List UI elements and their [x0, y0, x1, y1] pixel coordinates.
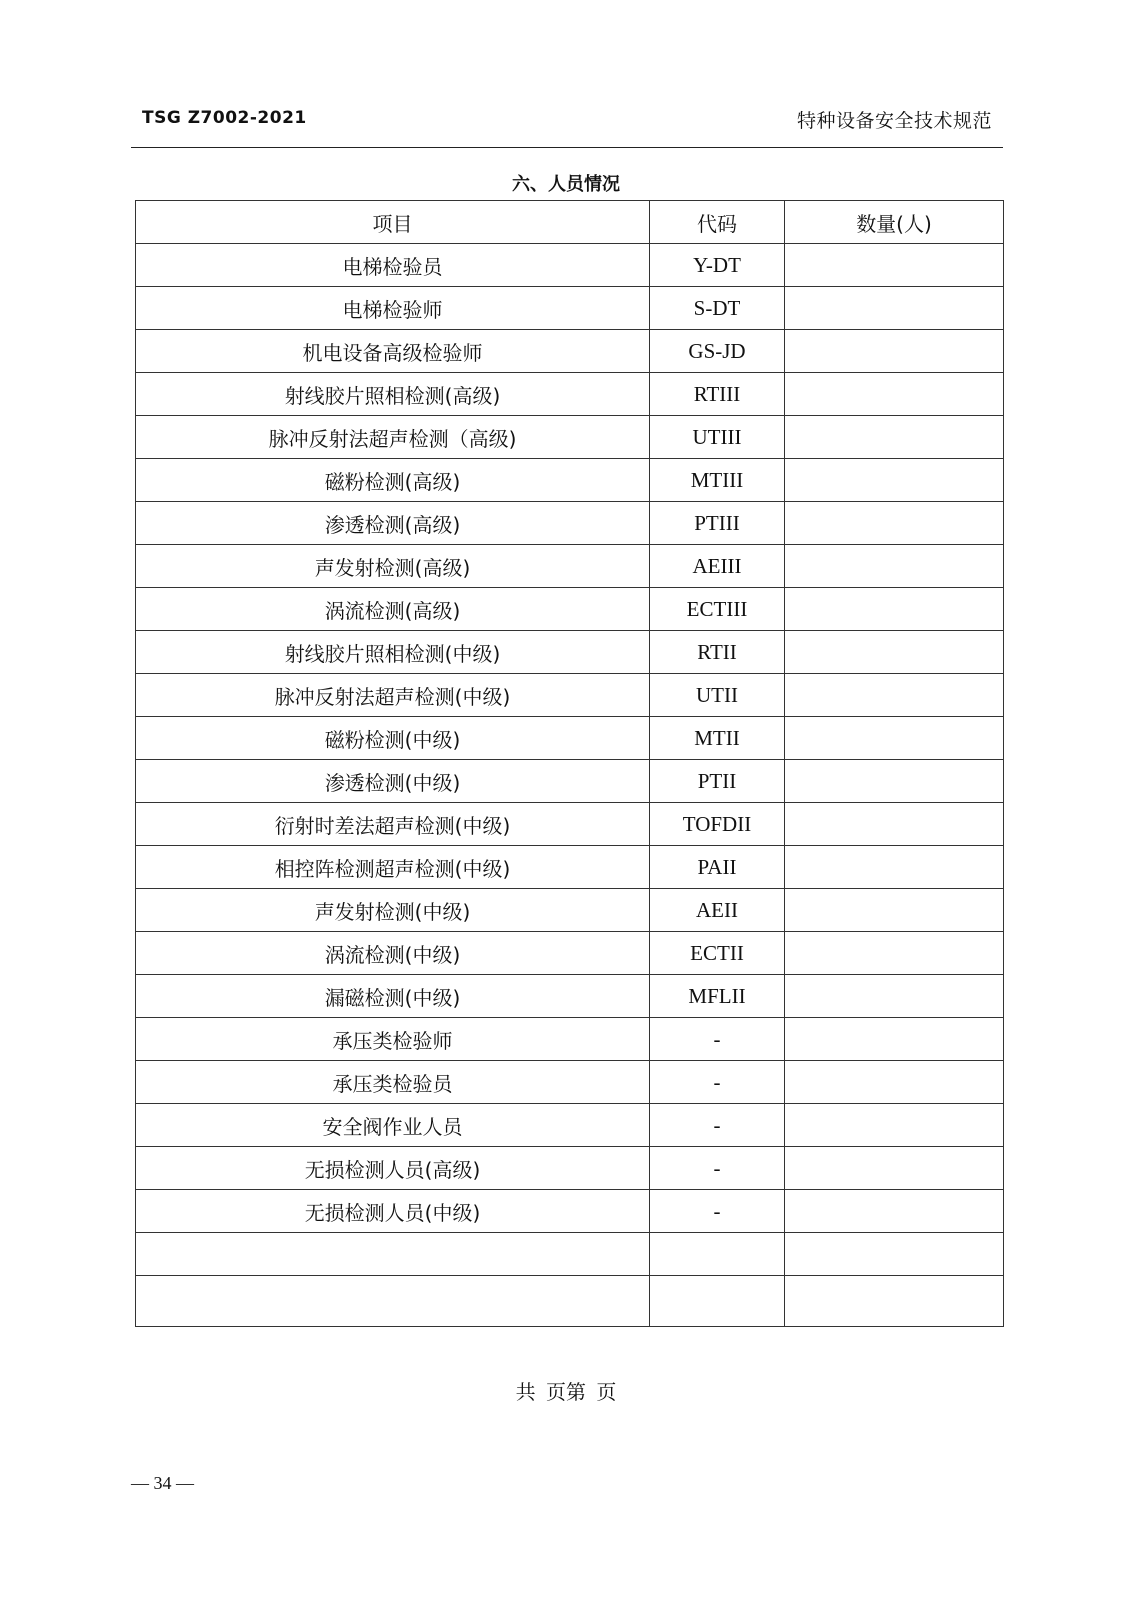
- table-row: [136, 1061, 1004, 1104]
- count-cell[interactable]: [785, 975, 1004, 1018]
- count-cell[interactable]: [785, 502, 1004, 545]
- table-row: [136, 1190, 1004, 1233]
- table-row: [136, 330, 1004, 373]
- item-cell: 声发射检测(高级): [136, 545, 650, 588]
- count-cell[interactable]: [785, 889, 1004, 932]
- page-count-line: 共 页第 页: [515, 1380, 617, 1404]
- count-cell[interactable]: [785, 416, 1004, 459]
- table-row: [136, 631, 1004, 674]
- table-row: [136, 244, 1004, 287]
- table-row: [136, 674, 1004, 717]
- count-cell[interactable]: [785, 1018, 1004, 1061]
- code-cell: -: [650, 1104, 785, 1147]
- count-cell[interactable]: [785, 717, 1004, 760]
- item-cell: 脉冲反射法超声检测(中级): [136, 674, 650, 717]
- item-cell: 电梯检验员: [136, 244, 650, 287]
- code-cell: PTIII: [650, 502, 785, 545]
- table-row: [136, 287, 1004, 330]
- column-header-item: 项目: [136, 201, 650, 244]
- table-row: [136, 416, 1004, 459]
- count-cell[interactable]: [785, 803, 1004, 846]
- header-divider: [131, 147, 1003, 148]
- item-cell: 机电设备高级检验师: [136, 330, 650, 373]
- count-cell[interactable]: [785, 674, 1004, 717]
- count-cell[interactable]: [785, 1104, 1004, 1147]
- count-cell[interactable]: [785, 1061, 1004, 1104]
- count-cell[interactable]: [785, 1147, 1004, 1190]
- code-cell: MTIII: [650, 459, 785, 502]
- count-cell[interactable]: [785, 1190, 1004, 1233]
- table-row: [136, 932, 1004, 975]
- standard-code: TSG Z7002-2021: [142, 108, 307, 128]
- count-cell[interactable]: [785, 545, 1004, 588]
- code-cell: -: [650, 1190, 785, 1233]
- personnel-table: [135, 200, 1004, 1327]
- count-cell[interactable]: [785, 760, 1004, 803]
- item-cell: 射线胶片照相检测(中级): [136, 631, 650, 674]
- count-cell[interactable]: [785, 459, 1004, 502]
- item-cell: 脉冲反射法超声检测（高级): [136, 416, 650, 459]
- code-cell: -: [650, 1061, 785, 1104]
- item-cell: 渗透检测(高级): [136, 502, 650, 545]
- code-cell: MTII: [650, 717, 785, 760]
- table-row: [136, 588, 1004, 631]
- count-cell[interactable]: [785, 631, 1004, 674]
- item-cell: 承压类检验师: [136, 1018, 650, 1061]
- table-row: [136, 373, 1004, 416]
- count-cell[interactable]: [785, 244, 1004, 287]
- count-cell[interactable]: [785, 588, 1004, 631]
- table-row: [136, 846, 1004, 889]
- code-cell: GS-JD: [650, 330, 785, 373]
- count-cell[interactable]: [785, 373, 1004, 416]
- table-row: [136, 803, 1004, 846]
- empty-item-cell[interactable]: [136, 1233, 650, 1276]
- code-cell: PAII: [650, 846, 785, 889]
- table-row: [136, 975, 1004, 1018]
- empty-count-cell[interactable]: [785, 1276, 1004, 1327]
- empty-row: [136, 1276, 1004, 1327]
- item-cell: 磁粉检测(高级): [136, 459, 650, 502]
- table-row: [136, 545, 1004, 588]
- item-cell: 衍射时差法超声检测(中级): [136, 803, 650, 846]
- code-cell: AEII: [650, 889, 785, 932]
- count-cell[interactable]: [785, 846, 1004, 889]
- code-cell: -: [650, 1147, 785, 1190]
- column-header-code: 代码: [650, 201, 785, 244]
- count-cell[interactable]: [785, 330, 1004, 373]
- table-row: [136, 717, 1004, 760]
- item-cell: 射线胶片照相检测(高级): [136, 373, 650, 416]
- table-row: [136, 459, 1004, 502]
- item-cell: 磁粉检测(中级): [136, 717, 650, 760]
- page-number: — 34 —: [131, 1473, 194, 1493]
- table-row: [136, 889, 1004, 932]
- code-cell: RTII: [650, 631, 785, 674]
- empty-item-cell[interactable]: [136, 1276, 650, 1327]
- table-row: [136, 1018, 1004, 1061]
- code-cell: RTIII: [650, 373, 785, 416]
- item-cell: 无损检测人员(中级): [136, 1190, 650, 1233]
- table-header-row: [136, 201, 1004, 244]
- item-cell: 渗透检测(中级): [136, 760, 650, 803]
- code-cell: PTII: [650, 760, 785, 803]
- item-cell: 涡流检测(中级): [136, 932, 650, 975]
- code-cell: UTIII: [650, 416, 785, 459]
- empty-code-cell[interactable]: [650, 1233, 785, 1276]
- item-cell: 相控阵检测超声检测(中级): [136, 846, 650, 889]
- empty-row: [136, 1233, 1004, 1276]
- item-cell: 承压类检验员: [136, 1061, 650, 1104]
- table-row: [136, 1104, 1004, 1147]
- code-cell: Y-DT: [650, 244, 785, 287]
- count-cell[interactable]: [785, 287, 1004, 330]
- empty-code-cell[interactable]: [650, 1276, 785, 1327]
- code-cell: MFLII: [650, 975, 785, 1018]
- item-cell: 漏磁检测(中级): [136, 975, 650, 1018]
- item-cell: 无损检测人员(高级): [136, 1147, 650, 1190]
- document-category: 特种设备安全技术规范: [796, 110, 992, 132]
- item-cell: 声发射检测(中级): [136, 889, 650, 932]
- item-cell: 安全阀作业人员: [136, 1104, 650, 1147]
- column-header-count: 数量(人): [785, 201, 1004, 244]
- count-cell[interactable]: [785, 932, 1004, 975]
- section-title: 六、人员情况: [512, 174, 620, 195]
- code-cell: ECTII: [650, 932, 785, 975]
- item-cell: 涡流检测(高级): [136, 588, 650, 631]
- code-cell: UTII: [650, 674, 785, 717]
- table-row: [136, 760, 1004, 803]
- table-row: [136, 1147, 1004, 1190]
- empty-count-cell[interactable]: [785, 1233, 1004, 1276]
- item-cell: 电梯检验师: [136, 287, 650, 330]
- code-cell: AEIII: [650, 545, 785, 588]
- code-cell: -: [650, 1018, 785, 1061]
- code-cell: S-DT: [650, 287, 785, 330]
- code-cell: TOFDII: [650, 803, 785, 846]
- table-row: [136, 502, 1004, 545]
- code-cell: ECTIII: [650, 588, 785, 631]
